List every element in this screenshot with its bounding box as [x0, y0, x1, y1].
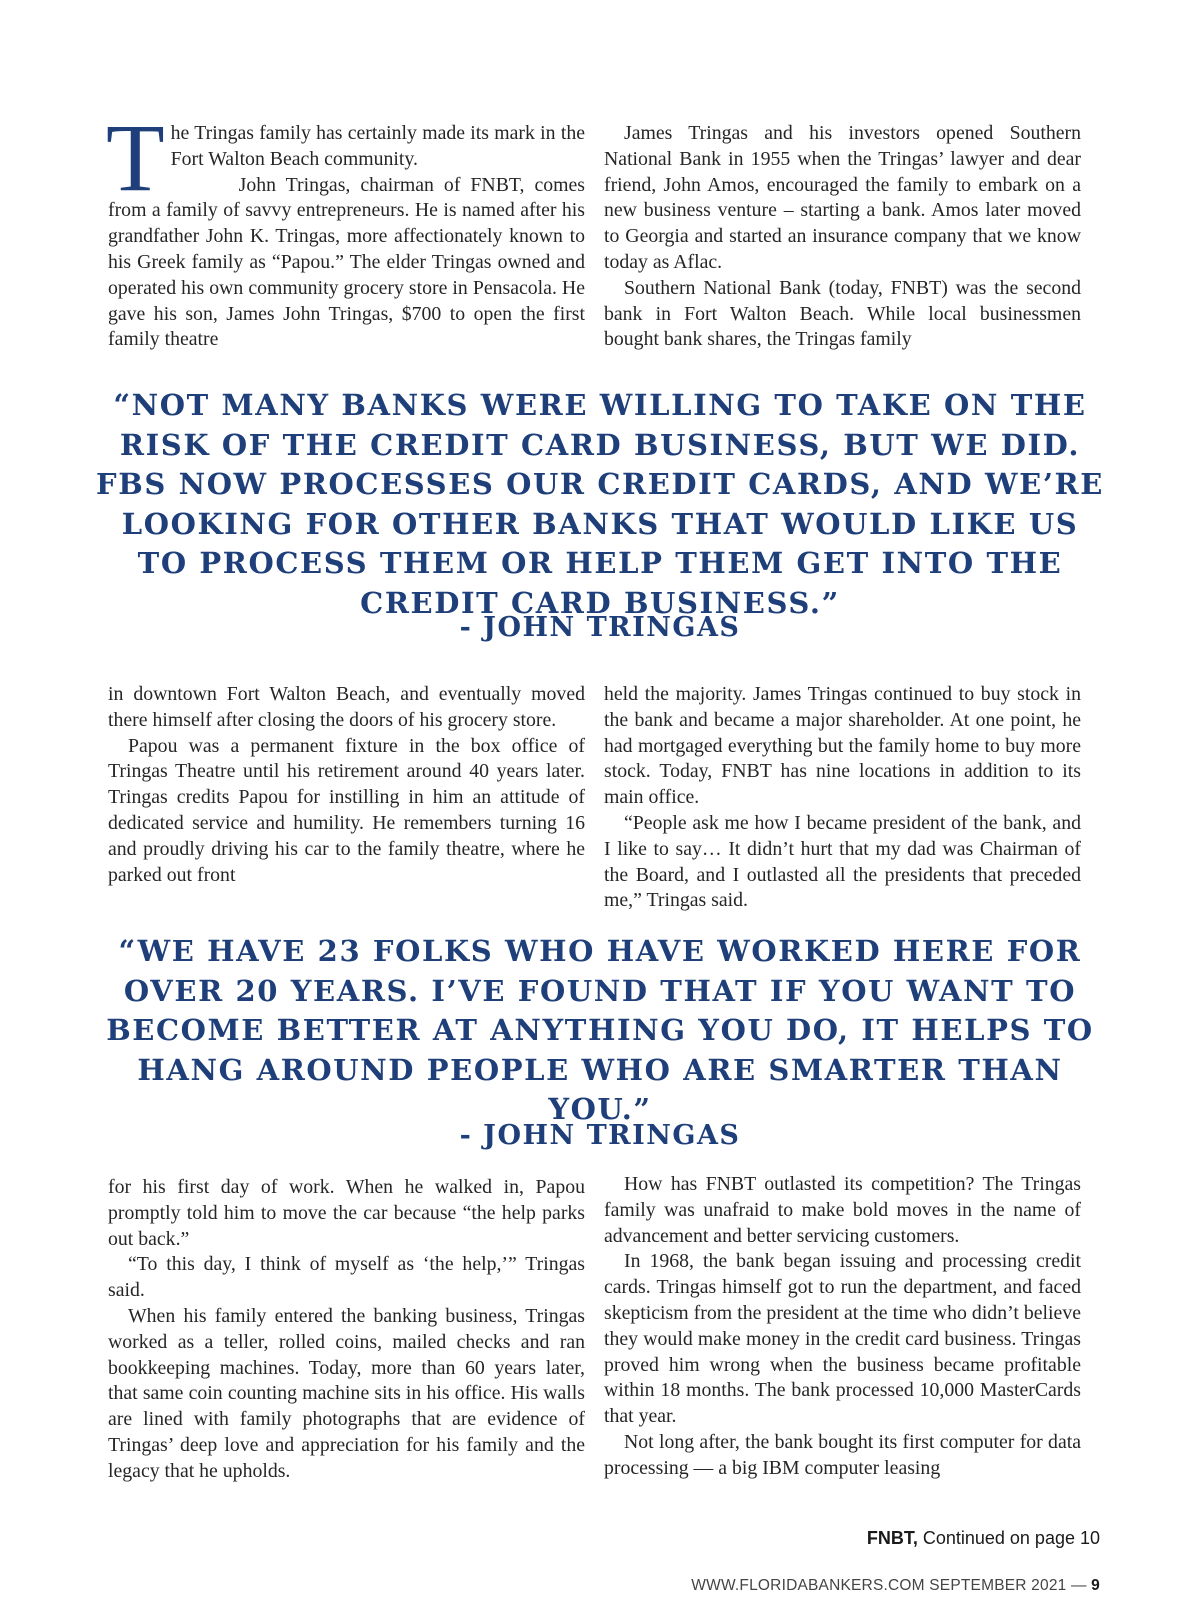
pull-quote-2-attribution: - JOHN TRINGAS — [459, 1120, 741, 1151]
paragraph: How has FNBT outlasted its competition? The Tringas family was unafraid to make bold moves in the name of advancement and better servicing customers. — [604, 1173, 1081, 1247]
paragraph — [106, 104, 585, 211]
article-column-2b — [604, 682, 1081, 914]
paragraph: Not long after, the bank bought its first computer for data processing — a big IBM computer leasing — [604, 1430, 1081, 1479]
pull-quote-1: “NOT MANY BANKS WERE WILLING TO TAKE ON THE RISK OF THE CREDIT CARD BUSINESS, BUT WE DID. FBS NOW PROCESSES OUR CREDIT CARDS, AND WE’RE LOOKING FOR OTHER BANKS THAT WOULD LIKE US TO PROCESS THEM OR HELP THEM GET INTO THE CREDIT CARD BUSINESS.” — [96, 388, 1104, 620]
paragraph: James Tringas and his investors opened Southern National Bank in 1955 when the Tringas’ lawyer and dear friend, John Amos, encouraged the family to embark on a new business venture – starting a bank. Amos later moved to Georgia and started an insurance company that we know today as Aflac. — [604, 122, 1081, 273]
continued-text: Continued on page 10 — [917, 1528, 1100, 1548]
paragraph: in downtown Fort Walton Beach, and eventually moved there himself after closing the doors of his grocery store. — [108, 683, 585, 731]
paragraph: “To this day, I think of myself as ‘the help,’” Tringas said. — [108, 1253, 585, 1302]
article-column-3a — [108, 1175, 585, 1485]
drop-cap: T — [106, 104, 165, 211]
article-column-1a — [106, 104, 585, 353]
paragraph: John Tringas, chairman of FNBT, comes from a family of savvy entrepreneurs. He is named after his grandfather John K. Tringas, more affectionately known to his Greek family as “Papou.” The elder Tringas owned and operated his own community grocery store in Pensacola. He gave his son, James John Tringas, $700 to open the first family theatre — [108, 173, 585, 351]
pull-quote-1-attribution: - JOHN TRINGAS — [459, 612, 741, 643]
footer-site-date: WWW.FLORIDABANKERS.COM SEPTEMBER 2021 — — [691, 1577, 1092, 1594]
paragraph: In 1968, the bank began issuing and processing credit cards. Tringas himself got to run the department, and faced skepticism from the president at the time who didn’t believe they would make money in the credit card business. Tringas proved him wrong when the business became profitable within 18 months. The bank processed 10,000 MasterCards that year. — [604, 1250, 1081, 1428]
paragraph: Papou was a permanent fixture in the box office of Tringas Theatre until his retirement around 40 years later. Tringas credits Papou for instilling in him an attitude of dedicated service and humility. He remembers turning 16 and proudly driving his car to the family theatre, where he parked out front — [108, 734, 585, 886]
paragraph: for his first day of work. When he walked in, Papou promptly told him to move the car because “the help parks out back.” — [108, 1176, 585, 1250]
continued-label: FNBT, — [866, 1528, 918, 1548]
paragraph: When his family entered the banking business, Tringas worked as a teller, rolled coins, mailed checks and ran bookkeeping machines. Today, more than 60 years later, that same coin counting machine sits in his office. His walls are lined with family photographs that are evidence of Tringas’ deep love and appreciation for his family and the legacy that he upholds. — [108, 1304, 585, 1482]
article-column-1b — [604, 121, 1081, 353]
pull-quote-2: “WE HAVE 23 FOLKS WHO HAVE WORKED HERE FOR OVER 20 YEARS. I’VE FOUND THAT IF YOU WANT TO BECOME BETTER AT ANYTHING YOU DO, IT HELPS TO HANG AROUND PEOPLE WHO ARE SMARTER THAN YOU.” — [106, 934, 1094, 1126]
paragraph: held the majority. James Tringas continued to buy stock in the bank and became a major shareholder. At one point, he had mortgaged everything but the family home to buy more stock. Today, FNBT has nine locations in addition to its main office. — [604, 683, 1081, 809]
paragraph: Southern National Bank (today, FNBT) was the second bank in Fort Walton Beach. While local businessmen bought bank shares, the Tringas family — [604, 276, 1081, 351]
page-footer — [691, 1577, 1100, 1595]
paragraph: “People ask me how I became president of the bank, and I like to say… It didn’t hurt that my dad was Chairman of the Board, and I outlasted all the presidents that preceded me,” Tringas said. — [604, 811, 1081, 912]
paragraph-text: he Tringas family has certainly made its mark in the Fort Walton Beach community. — [170, 122, 585, 170]
page-number: 9 — [1091, 1577, 1100, 1594]
article-column-2a — [108, 682, 585, 888]
article-column-3b — [604, 1172, 1081, 1482]
continued-on-note — [867, 1528, 1100, 1549]
